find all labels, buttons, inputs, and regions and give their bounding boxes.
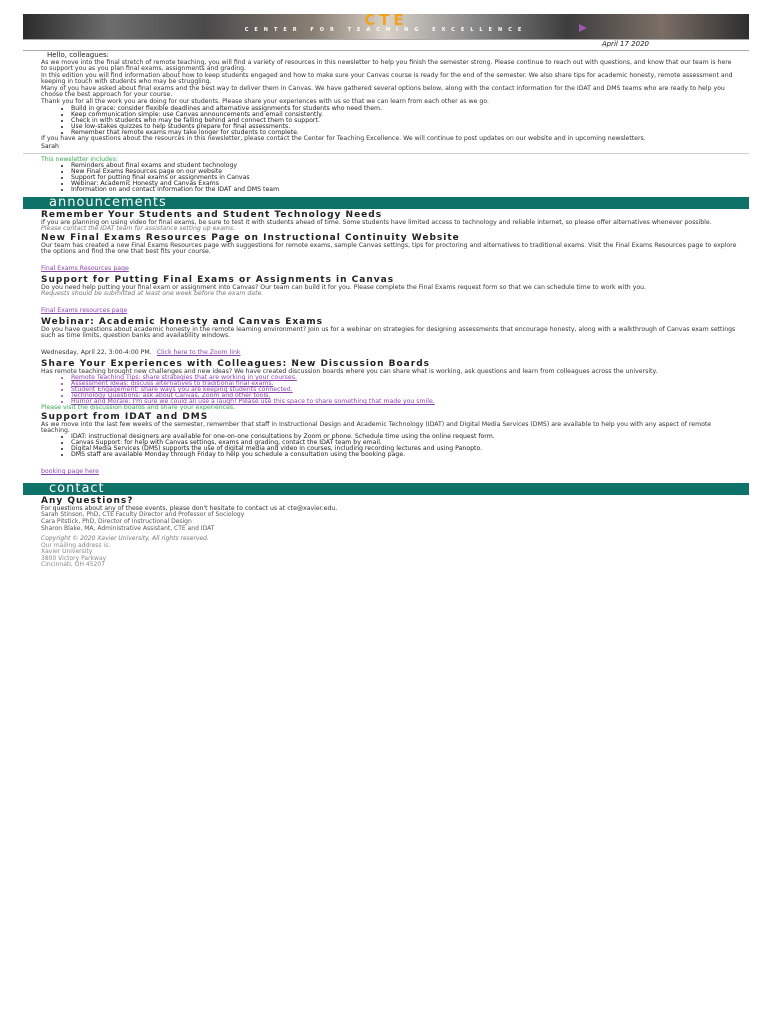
in-this-issue — [23, 157, 749, 193]
contact-band: contact — [23, 483, 749, 495]
section-title: Support from IDAT and DMS — [41, 412, 209, 422]
discussion-board-link[interactable]: • Student Engagement: share ways you are keeping students connected. — [71, 387, 737, 393]
section-title: New Final Exams Resources Page on Instructional Continuity Website — [41, 233, 460, 243]
section-body: Do you need help putting your final exam or assignment into Canvas? Our team can build it for you. Please complete the Final Exams request form so that we can schedule time to work with you. — [41, 284, 647, 291]
contact-person: Cara Pitstick, PhD, Director of Instructional Design — [41, 518, 192, 525]
contact-heading: Any Questions? — [41, 496, 134, 506]
section-body: Our team has created a new Final Exams Resources page with suggestions for remote exams, sample Canvas settings, tips for proctoring and alternatives to traditional exams. Visit the Final Exams Resources page to explore the options and find the one that best fits your course. — [41, 242, 737, 255]
footer — [41, 536, 737, 569]
list-item: • Digital Media Services (DMS) supports the use of digital media and video in courses, including recording lectures and using Panopto. — [71, 446, 737, 452]
copyright: Copyright © 2020 Xavier University, All rights reserved. — [41, 535, 209, 542]
section-title: Remember Your Students and Student Technology Needs — [41, 210, 383, 220]
brand-logo: CTE — [364, 14, 408, 29]
intro-closing: If you have any questions about the resources in this newsletter, please contact the Center for Teaching Excellence. We will continue to post updates on our website and in upcoming newsletters. — [41, 135, 646, 142]
section-title: Webinar: Academic Honesty and Canvas Exams — [41, 317, 323, 327]
list-item: • Check in with students who may be falling behind and connect them to support. — [71, 118, 737, 124]
contact-section — [23, 497, 749, 569]
newsletter — [23, 14, 749, 569]
discussion-board-list — [41, 375, 737, 405]
in-this-issue-list — [41, 163, 737, 193]
address-line: Xavier University — [41, 548, 93, 555]
play-icon — [579, 24, 587, 32]
header-banner — [23, 14, 749, 39]
section-title: Share Your Experiences with Colleagues: New Discussion Boards — [41, 359, 430, 369]
list-item: • Reminders about final exams and student technology — [71, 163, 737, 169]
section-body: Has remote teaching brought new challenges and new ideas? We have created discussion boards where you can share what is working, ask questions and learn from colleagues across the university. — [41, 368, 658, 375]
section-highlight: Please visit the discussion boards and share your experiences. — [41, 404, 236, 411]
list-item: • Information on and contact information for the IDAT and DMS team — [71, 187, 737, 193]
list-item: • Remember that remote exams may take longer for students to complete. — [71, 130, 737, 136]
webinar-schedule: Wednesday, April 22, 3:00-4:00 PM. — [41, 349, 152, 356]
section-title: Support for Putting Final Exams or Assignments in Canvas — [41, 275, 395, 285]
greeting: Hello, colleagues: — [47, 51, 110, 59]
discussion-board-link[interactable]: • Humor and Morale: I'm sure we could all use a laugh! Please use this space to share something that made you smile. — [71, 399, 737, 405]
brand-subtitle: CENTER FOR TEACHING EXCELLENCE — [244, 27, 528, 33]
list-item: • DMS staff are available Monday through Friday to help you schedule a consultation using the booking page. — [71, 452, 737, 458]
contact-intro: For questions about any of these events, please don't hesitate to contact us at cte@xavier.edu. — [41, 505, 338, 512]
discussion-board-link[interactable]: • Technology Questions: ask about Canvas, Zoom and other tools. — [71, 393, 737, 399]
contact-person: Sharon Blake, MA, Administrative Assistant, CTE and IDAT — [41, 525, 215, 532]
section-body: As we move into the last few weeks of the semester, remember that staff in Instructional Design and Academic Technology (IDAT) and Digital Media Services (DMS) are available to help you with any aspect of remote teaching. — [41, 421, 712, 434]
discussion-board-link[interactable]: • Assessment Ideas: discuss alternatives to traditional final exams. — [71, 381, 737, 387]
intro-section — [23, 52, 749, 150]
list-item: • Use low-stakes quizzes to help students prepare for final assessments. — [71, 124, 737, 130]
booking-page-link[interactable]: booking page here — [41, 468, 99, 475]
address-line: Cincinnati, OH 45207 — [41, 561, 105, 568]
list-item: • Webinar: Academic Honesty and Canvas Exams — [71, 181, 737, 187]
zoom-link[interactable]: Click here to the Zoom link — [156, 349, 241, 356]
section-highlight: Requests should be submitted at least one week before the exam date. — [41, 290, 264, 297]
section-body: Do you have questions about academic honesty in the remote learning environment? Join us for a webinar on strategies for designing assessments that encourage honesty, along with a walkthrough of Canvas exam settings such as time limits, question banks and availability windows. — [41, 326, 736, 339]
intro-bullets — [41, 106, 737, 136]
intro-paragraph: As we move into the final stretch of remote teaching, you will find a variety of resources in this newsletter to help you finish the semester strong. Please continue to reach out with questions, and know that our team is here to support you as you plan final exams, assignments and grading. — [41, 59, 732, 72]
section-body: If you are planning on using video for final exams, be sure to test it with students ahead of time. Some students have limited access to technology and reliable internet, so please offer alternatives whenever possible. — [41, 219, 712, 226]
divider — [23, 153, 749, 154]
list-item: • IDAT: instructional designers are available for one-on-one consultations by Zoom or phone. Schedule time using the online request form. — [71, 434, 737, 440]
support-list — [41, 434, 737, 458]
signoff: Sarah — [41, 143, 59, 150]
discussion-board-link[interactable]: • Remote Teaching Tips: share strategies that are working in your courses. — [71, 375, 737, 381]
intro-paragraph: Thank you for all the work you are doing for our students. Please share your experiences with us so that we can learn from each other as we go. — [41, 98, 489, 105]
mailing-label: Our mailing address is: — [41, 541, 111, 549]
intro-paragraph: In this edition you will find information about how to keep students engaged and how to make sure your Canvas course is ready for the end of the semester. We also share tips for academic honesty, remote assessment and keeping in touch with students who may be struggling. — [41, 72, 733, 85]
intro-body — [41, 60, 737, 105]
list-item: • Keep communication simple: use Canvas announcements and email consistently. — [71, 112, 737, 118]
list-item: • New Final Exams Resources page on our website — [71, 169, 737, 175]
list-item: • Build in grace: consider flexible deadlines and alternative assignments for students who need them. — [71, 106, 737, 112]
issue-date: April 17 2020 — [23, 39, 749, 51]
in-this-issue-heading: This newsletter includes: — [41, 156, 119, 163]
list-item: • Canvas Support: for help with Canvas settings, exams and grading, contact the IDAT team by email. — [71, 440, 737, 446]
contact-person: Sarah Stinson, PhD, CTE Faculty Director and Professor of Sociology — [41, 511, 245, 518]
intro-paragraph: Many of you have asked about final exams and the best way to deliver them in Canvas. We have gathered several options below, along with the contact information for the IDAT and DMS teams who are ready to help you choose the best approach for your course. — [41, 85, 725, 98]
section-highlight: Please contact the IDAT team for assistance setting up exams. — [41, 225, 236, 232]
announcements-section — [23, 211, 749, 477]
final-exams-resources-link[interactable]: Final Exams Resources page — [41, 265, 129, 272]
address-line: 3800 Victory Parkway — [41, 554, 107, 562]
announcements-band: announcements — [23, 197, 749, 209]
list-item: • Support for putting final exams or assignments in Canvas — [71, 175, 737, 181]
final-exams-request-link[interactable]: Final Exams resources page — [41, 307, 128, 314]
